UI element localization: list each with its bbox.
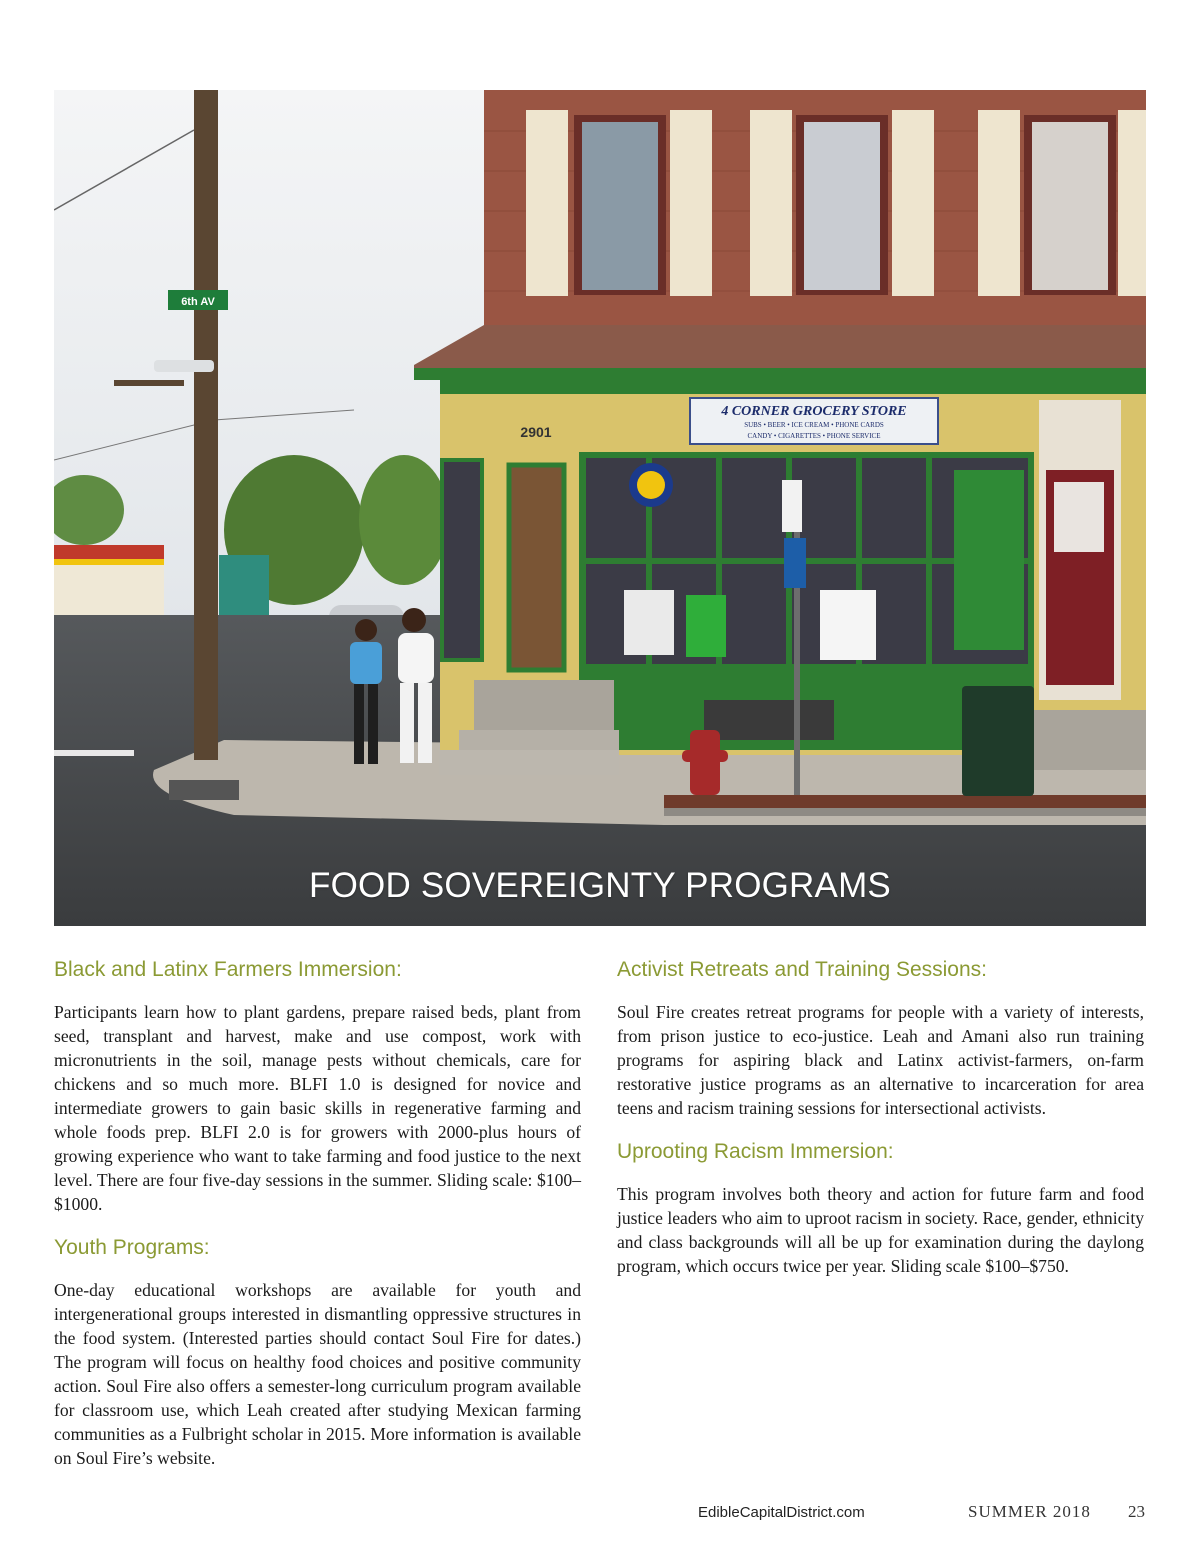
- section-heading-activist-retreats: Activist Retreats and Training Sessions:: [617, 958, 988, 981]
- upper-windows: [526, 110, 1146, 296]
- shingle-roof: [414, 325, 1146, 375]
- photo-title: FOOD SOVEREIGNTY PROGRAMS: [309, 866, 891, 905]
- section-heading-youth-programs: Youth Programs:: [54, 1236, 210, 1259]
- page-number: 23: [1128, 1502, 1145, 1521]
- footer-website[interactable]: EdibleCapitalDistrict.com: [698, 1504, 865, 1521]
- section-body-activist-retreats: Soul Fire creates retreat programs for people with a variety of interests, from prison justice to eco-justice. Leah and Amani also run training programs for aspiring black and Latinx activist-farmers, on-farm restorative justice programs as an alternative to incarceration for area teens and racism training sessions for intersectional activists.: [617, 1002, 1144, 1118]
- section-body-youth-programs: One-day educational workshops are available for youth and intergenerational groups interested in dismantling oppressive structures in the food system. (Interested parties should contact Soul Fire for dates.) The program will focus on healthy food choices and positive community action. Soul Fire also offers a semester-long curriculum program available for classroom use, which Leah created after studying Mexican farming communities as a Fulbright scholar in 2015. More information is available on Soul Fire’s website.: [54, 1280, 581, 1468]
- section-heading-farmers-immersion: Black and Latinx Farmers Immersion:: [54, 958, 402, 981]
- street-sign-text: 6th AV: [181, 296, 215, 308]
- store-sign-line2: CANDY • CIGARETTES • PHONE SERVICE: [747, 432, 881, 440]
- section-body-uprooting-racism: This program involves both theory and action for future farm and food justice leaders who aim to uproot racism in society. Race, gender, ethnicity and class backgrounds will all be up for examination during the daylong program, which occurs twice per year. Sliding scale $100–$750.: [617, 1184, 1144, 1276]
- store-sign-title: 4 CORNER GROCERY STORE: [721, 404, 907, 419]
- trash-can: [962, 686, 1034, 796]
- footer-issue: SUMMER 2018: [968, 1502, 1091, 1521]
- store-sign-line1: SUBS • BEER • ICE CREAM • PHONE CARDS: [744, 421, 884, 429]
- address-number: 2901: [520, 424, 552, 440]
- tree: [359, 455, 449, 585]
- hero-photo: [54, 90, 1146, 926]
- section-body-farmers-immersion: Participants learn how to plant gardens, prepare raised beds, plant from seed, transplant and harvest, make and use compost, work with micronutrients in the soil, manage pests without chemicals, care for chickens and so much more. BLFI 1.0 is designed for novice and intermediate growers to gain basic skills in regenerative farming and whole foods prep. BLFI 2.0 is for growers with 2000-plus hours of growing experience who want to take farming and food justice to the next level. There are four five-day sessions in the summer. Sliding scale: $100–$1000.: [54, 1002, 581, 1214]
- left-column: [54, 956, 581, 1488]
- store-door: [509, 465, 564, 670]
- right-column: [617, 956, 1144, 1296]
- storefront-illustration: [54, 90, 1146, 926]
- utility-pole: [194, 90, 218, 760]
- section-heading-uprooting-racism: Uprooting Racism Immersion:: [617, 1140, 894, 1163]
